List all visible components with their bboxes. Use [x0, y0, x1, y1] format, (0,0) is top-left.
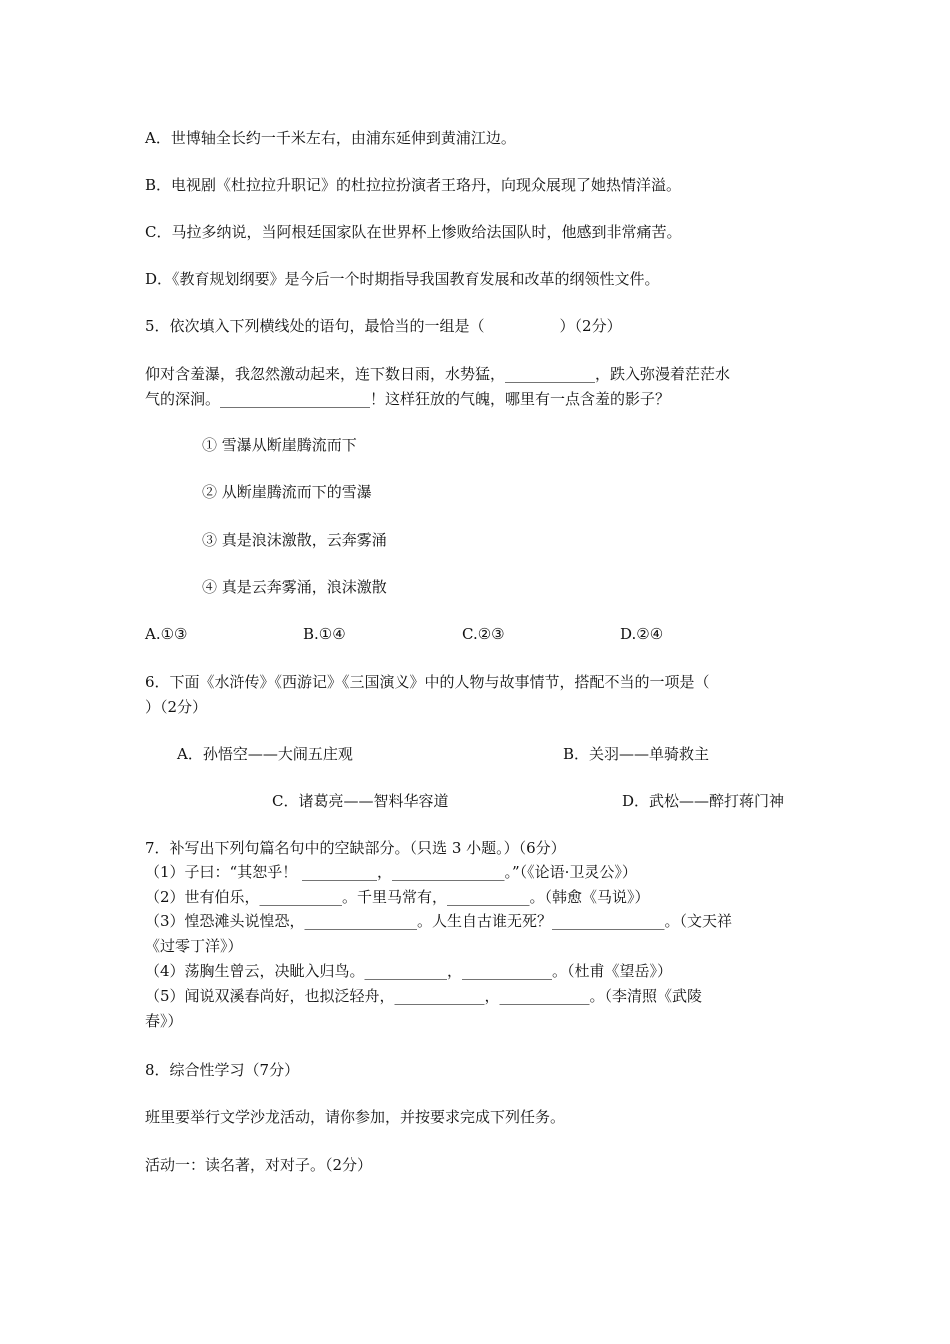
q4-option-b: B．电视剧《杜拉拉升职记》的杜拉拉扮演者王珞丹，向现众展现了她热情洋溢。: [145, 176, 682, 194]
q7-line-1: （1）子曰：“其恕乎！ __________，_______________。”（《论语·卫灵公》）: [145, 863, 637, 881]
q6-stem-line2: ）（2分）: [145, 698, 208, 716]
q6-choice-a: A．孙悟空——大闹五庄观: [177, 745, 353, 763]
q7-line-3: （3）惶恐滩头说惶恐，_______________。人生自古谁无死？_______________。（文天祥: [145, 912, 733, 930]
q4-option-c: C．马拉多纳说，当阿根廷国家队在世界杯上惨败给法国队时，他感到非常痛苦。: [145, 223, 682, 241]
q5-choice-c: C.②③: [462, 625, 505, 643]
q7-stem: 7．补写出下列句篇名句中的空缺部分。（只选 3 小题。）（6分）: [145, 839, 566, 857]
q4-option-d: D．《教育规划纲要》是今后一个时期指导我国教育发展和改革的纲领性文件。: [145, 270, 660, 288]
q5-choice-d: D.②④: [620, 625, 664, 643]
q7-line-5: （4）荡胸生曾云，决眦入归鸟。___________，____________。（杜甫《望岳》）: [145, 962, 673, 980]
q7-line-6: （5）闻说双溪春尚好，也拟泛轻舟，____________，____________。（李清照《武陵: [145, 987, 703, 1005]
q7-line-7: 春》）: [145, 1012, 183, 1030]
q5-passage-line1: 仰对含羞瀑，我忽然激动起来，连下数日雨，水势猛，____________，跌入弥漫着茫茫水: [145, 365, 731, 383]
q8-intro: 班里要举行文学沙龙活动，请你参加，并按要求完成下列任务。: [145, 1108, 566, 1126]
q6-choice-d: D．武松——醉打蒋门神: [622, 792, 785, 810]
q6-choice-b: B．关羽——单骑救主: [563, 745, 710, 763]
q6-stem-line1: 6．下面《水浒传》《西游记》《三国演义》中的人物与故事情节，搭配不当的一项是（: [145, 673, 710, 691]
q5-stem: 5．依次填入下列横线处的语句，最恰当的一组是（ ）（2分）: [145, 317, 622, 335]
q5-passage-line2: 气的深涧。____________________！这样狂放的气魄，哪里有一点含羞的影子？: [145, 390, 671, 408]
q7-line-2: （2）世有伯乐，___________。千里马常有，___________。（韩愈《马说》）: [145, 888, 650, 906]
q5-item-4: ④ 真是云奔雾涌，浪沫激散: [202, 578, 387, 596]
q8-stem: 8．综合性学习（7分）: [145, 1061, 300, 1079]
q5-choice-a: A.①③: [145, 625, 188, 643]
q7-line-4: 《过零丁洋》）: [145, 937, 243, 955]
q5-choice-b: B.①④: [303, 625, 346, 643]
q5-item-2: ② 从断崖腾流而下的雪瀑: [202, 483, 372, 501]
q5-item-1: ① 雪瀑从断崖腾流而下: [202, 436, 357, 454]
q6-choice-c: C．诸葛亮——智料华容道: [272, 792, 449, 810]
q5-item-3: ③ 真是浪沫激散，云奔雾涌: [202, 531, 387, 549]
q4-option-a: A．世博轴全长约一千米左右，由浦东延伸到黄浦江边。: [145, 129, 516, 147]
q8-activity-1: 活动一：读名著，对对子。（2分）: [145, 1156, 373, 1174]
